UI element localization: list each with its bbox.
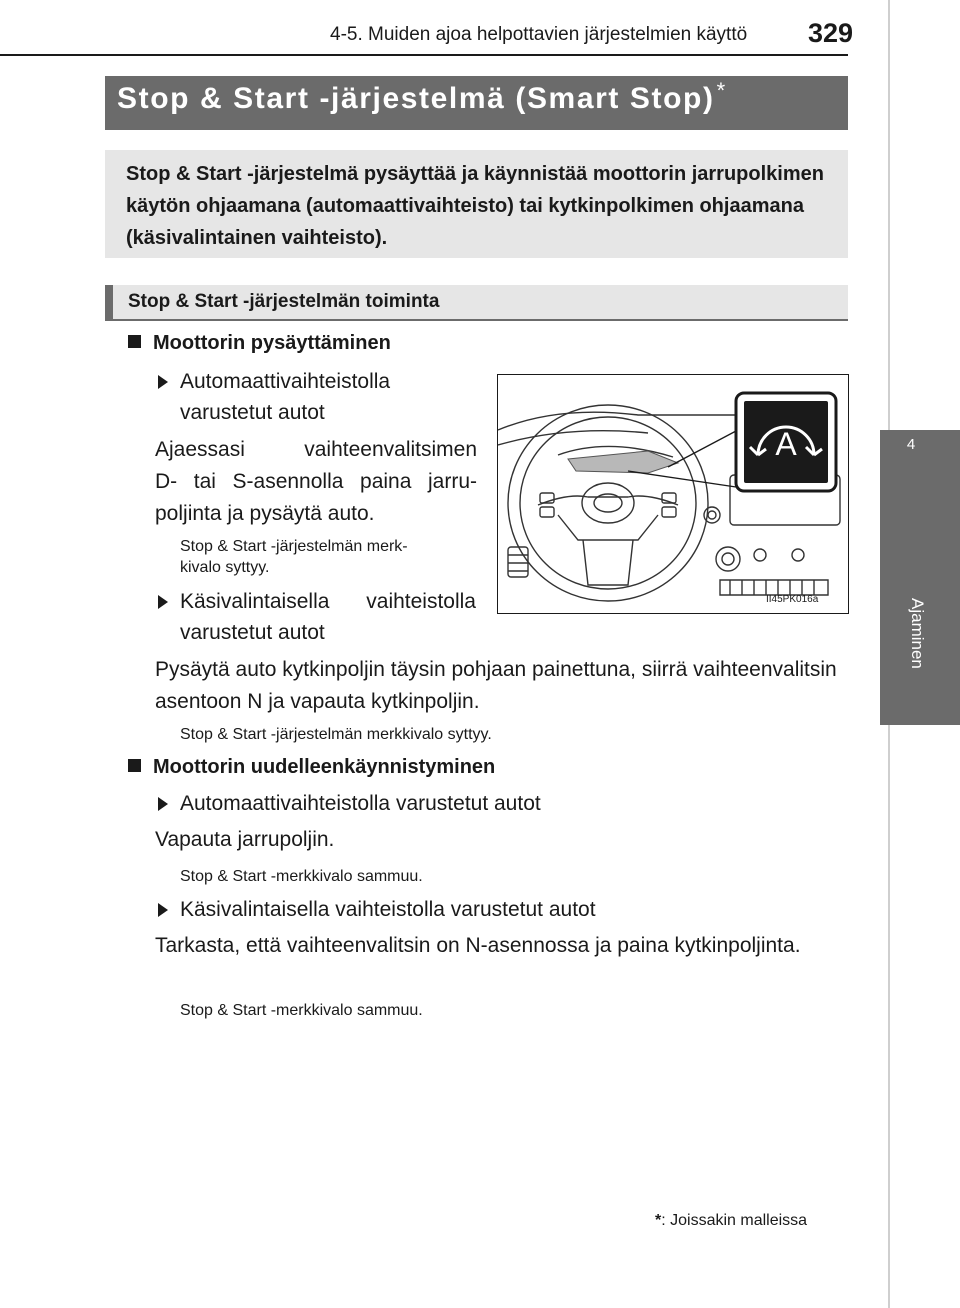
restart-manual-note: Stop & Start -merkkivalo sammuu.: [180, 1002, 423, 1019]
restart-manual-bullet: [158, 894, 838, 925]
restart-auto-bullet-text: Automaattivaihteistolla varustetut autot: [180, 792, 541, 815]
stop-auto-text-2: D- tai S-asennolla paina jarru-: [155, 470, 477, 493]
section-accent: [105, 285, 113, 321]
stop-manual-text: Pysäytä auto kytkinpoljin täysin pohjaan painettuna, siirrä vaihteenvalitsin asentoon N ja vapauta kytkinpoljin.: [155, 658, 837, 713]
header-rule: [0, 54, 848, 56]
stop-auto-bullet: [158, 366, 488, 428]
restart-auto-text: Vapauta jarrupoljin.: [155, 828, 335, 851]
stop-heading: [128, 332, 391, 355]
stop-auto-text-1: Ajaessasi vaihteenvalitsimen: [155, 438, 477, 461]
restart-heading: [128, 756, 495, 779]
chapter-tab: [880, 430, 960, 725]
footnote: [655, 1212, 807, 1230]
stop-manual-bullet-line-1: Käsivalintaisella vaihteistolla: [180, 590, 476, 613]
triangle-bullet-icon: [158, 375, 168, 389]
stop-auto-bullet-line-2: varustetut autot: [180, 401, 325, 424]
stop-heading-text: Moottorin pysäyttäminen: [153, 332, 391, 354]
restart-auto-note: Stop & Start -merkkivalo sammuu.: [180, 868, 423, 885]
asterisk-icon: *: [655, 1212, 662, 1229]
chapter-number: 4: [906, 436, 916, 453]
section-heading: Stop & Start -järjestelmän toiminta: [128, 291, 440, 312]
intro-text: Stop & Start -järjestelmä pysäyttää ja käynnistää moottorin jarrupolkimen käytön ohjaamana (automaattivaihteisto) tai kytkinpolkimen ohjaamana (käsivalintainen vaihteisto).: [126, 163, 824, 249]
square-bullet-icon: [128, 759, 141, 772]
stop-auto-bullet-line-1: Automaattivaihteistolla: [180, 370, 391, 393]
stop-auto-note-1: Stop & Start -järjestelmän merk-: [180, 538, 408, 555]
footnote-text: : Joissakin malleissa: [661, 1212, 808, 1229]
page-title: [117, 78, 727, 116]
page-title-text: Stop & Start -järjestelmä (Smart Stop): [117, 82, 715, 115]
chapter-label: Ajaminen: [908, 598, 927, 669]
restart-manual-bullet-text: Käsivalintaisella vaihteistolla varustetut autot: [180, 898, 596, 921]
stop-auto-text-3: poljinta ja pysäytä auto.: [155, 502, 375, 525]
steering-wheel-illustration: [498, 375, 848, 613]
restart-auto-bullet: [158, 788, 838, 819]
figure-caption: II45PK016a: [766, 594, 819, 605]
asterisk-icon: *: [716, 78, 727, 103]
square-bullet-icon: [128, 335, 141, 348]
triangle-bullet-icon: [158, 797, 168, 811]
stop-auto-note-2: kivalo syttyy.: [180, 559, 270, 576]
stop-manual-bullet: [158, 586, 488, 648]
dashboard-illustration: [497, 374, 849, 614]
restart-manual-text: Tarkasta, että vaihteenvalitsin on N-asennossa ja paina kytkinpoljinta.: [155, 934, 801, 957]
page-number: 329: [808, 18, 854, 48]
running-header: 4-5. Muiden ajoa helpottavien järjestelmien käyttö: [330, 24, 748, 45]
indicator-letter: A: [775, 426, 797, 462]
restart-heading-text: Moottorin uudelleenkäynnistyminen: [153, 756, 496, 778]
triangle-bullet-icon: [158, 595, 168, 609]
stop-manual-note: Stop & Start -järjestelmän merkkivalo syttyy.: [180, 726, 492, 743]
stop-manual-bullet-line-2: varustetut autot: [180, 621, 325, 644]
triangle-bullet-icon: [158, 903, 168, 917]
